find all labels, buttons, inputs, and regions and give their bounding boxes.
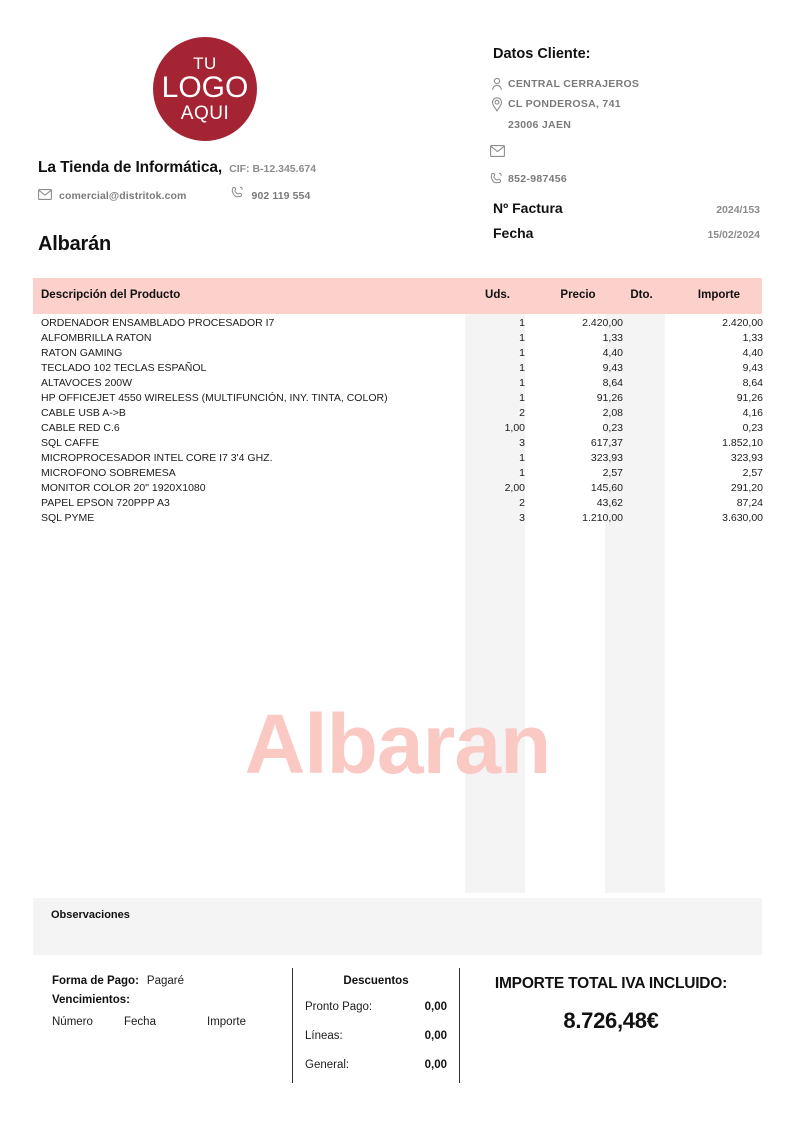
line-item-units: 1 [519, 347, 525, 359]
line-item-units: 2 [519, 497, 525, 509]
total-value: 8.726,48€ [563, 1008, 659, 1033]
discount-lines-value: 0,00 [424, 1030, 447, 1042]
client-email-row [490, 143, 760, 162]
line-item-units: 1,00 [504, 422, 525, 434]
line-item-description: MONITOR COLOR 20" 1920X1080 [41, 482, 206, 494]
line-item-price: 9,43 [602, 362, 623, 374]
column-header-units: Uds. [485, 289, 510, 301]
line-item-units: 1 [519, 317, 525, 329]
line-item-amount: 91,26 [736, 392, 763, 404]
line-item-units: 1 [519, 452, 525, 464]
seller-phone: 902 119 554 [251, 189, 311, 202]
envelope-icon [490, 143, 508, 162]
line-item-amount: 3.630,00 [722, 512, 763, 524]
line-item-amount: 2,57 [742, 467, 763, 479]
invoice-number-value: 2024/153 [716, 204, 760, 216]
line-item-price: 145,60 [590, 482, 623, 494]
discount-lines-row [293, 1030, 459, 1045]
seller-cif: CIF: B-12.345.674 [229, 163, 317, 175]
line-item-amount: 87,24 [736, 497, 763, 509]
table-row [33, 346, 762, 361]
line-item-price: 1,33 [602, 332, 623, 344]
line-item-description: SQL CAFFE [41, 437, 99, 449]
invoice-date-value: 15/02/2024 [707, 229, 760, 241]
discount-general-row [293, 1059, 459, 1074]
line-item-description: RATON GAMING [41, 347, 123, 359]
column-header-price: Precio [560, 289, 596, 301]
line-item-amount: 291,20 [730, 482, 763, 494]
invoice-meta [493, 200, 760, 250]
line-item-units: 1 [519, 377, 525, 389]
line-item-description: CABLE USB A->B [41, 407, 126, 419]
due-column-number: Número [52, 1016, 93, 1028]
table-row [33, 406, 762, 421]
due-dates-label: Vencimientos: [52, 994, 130, 1006]
discount-general-label: General: [305, 1059, 350, 1071]
seller-contact [38, 186, 310, 205]
table-row [33, 451, 762, 466]
line-item-description: PAPEL EPSON 720PPP A3 [41, 497, 170, 509]
client-name-row [490, 76, 760, 96]
discount-prompt-payment-row [293, 1001, 459, 1016]
payment-method-value: Pagaré [146, 975, 184, 987]
map-pin-icon [490, 96, 508, 117]
due-column-amount: Importe [207, 1016, 246, 1028]
client-address-row [490, 96, 760, 117]
total-label: IMPORTE TOTAL IVA INCLUIDO: [494, 975, 728, 992]
line-item-description: CABLE RED C.6 [41, 422, 120, 434]
client-section-heading: Datos Cliente: [493, 46, 591, 62]
column-header-discount: Dto. [630, 289, 653, 301]
line-item-amount: 1.852,10 [722, 437, 763, 449]
discounts-title: Descuentos [343, 975, 409, 987]
payment-method-label: Forma de Pago: [52, 975, 139, 987]
observations-box [33, 898, 762, 955]
line-item-price: 617,37 [590, 437, 623, 449]
line-item-description: SQL PYME [41, 512, 95, 524]
table-row [33, 436, 762, 451]
table-row [33, 421, 762, 436]
payment-terms [52, 975, 292, 1032]
table-row [33, 391, 762, 406]
table-row [33, 496, 762, 511]
line-item-description: TECLADO 102 TECLAS ESPAÑOL [41, 362, 207, 374]
line-item-price: 43,62 [596, 497, 623, 509]
line-item-description: HP OFFICEJET 4550 WIRELESS (MULTIFUNCIÓN, INY. TINTA, COLOR) [41, 392, 388, 404]
phone-icon [490, 171, 508, 191]
client-name: CENTRAL CERRAJEROS [508, 78, 640, 90]
seller-name: La Tienda de Informática, [38, 159, 223, 176]
envelope-icon [38, 187, 52, 205]
invoice-number-row [493, 200, 760, 216]
seller-phone-item [231, 186, 311, 205]
line-item-price: 1.210,00 [582, 512, 623, 524]
due-dates-row [52, 990, 292, 1008]
client-spacer [490, 134, 760, 143]
line-item-description: MICROFONO SOBREMESA [41, 467, 176, 479]
client-spacer-2 [490, 162, 760, 171]
due-dates-columns [52, 1016, 292, 1032]
invoice-number-label: Nº Factura [493, 200, 563, 216]
seller-email-item [38, 187, 187, 205]
person-icon [490, 76, 508, 96]
line-item-amount: 4,40 [742, 347, 763, 359]
logo-line-2: LOGO [161, 71, 249, 104]
line-item-amount: 0,23 [742, 422, 763, 434]
table-row [33, 316, 762, 331]
line-item-amount: 9,43 [742, 362, 763, 374]
address-icon-spacer [490, 117, 508, 118]
phone-icon [231, 186, 245, 205]
company-logo [145, 33, 258, 155]
line-item-units: 1 [519, 332, 525, 344]
line-item-price: 323,93 [590, 452, 623, 464]
line-item-price: 2,57 [602, 467, 623, 479]
line-item-price: 0,23 [602, 422, 623, 434]
table-row [33, 331, 762, 346]
discount-general-value: 0,00 [424, 1059, 447, 1071]
line-item-units: 2,00 [504, 482, 525, 494]
discount-prompt-payment-label: Pronto Pago: [305, 1001, 373, 1013]
table-row [33, 481, 762, 496]
discounts-panel [292, 968, 460, 1083]
line-item-units: 1 [519, 362, 525, 374]
observations-label: Observaciones [51, 909, 130, 921]
line-item-description: ORDENADOR ENSAMBLADO PROCESADOR I7 [41, 317, 275, 329]
table-row [33, 361, 762, 376]
line-item-amount: 2.420,00 [722, 317, 763, 329]
line-item-units: 3 [519, 512, 525, 524]
line-item-units: 2 [519, 407, 525, 419]
line-items-list [33, 316, 762, 526]
invoice-date-row [493, 225, 760, 241]
line-item-units: 3 [519, 437, 525, 449]
line-item-price: 2,08 [602, 407, 623, 419]
seller-identity [38, 159, 316, 177]
line-item-price: 91,26 [596, 392, 623, 404]
document-watermark: Albaran [244, 697, 551, 791]
column-header-description: Descripción del Producto [41, 289, 181, 301]
document-title: Albarán [38, 233, 112, 255]
logo-line-1: TU [193, 54, 217, 73]
table-header [33, 278, 762, 314]
logo-text [153, 37, 257, 141]
due-column-date: Fecha [124, 1016, 156, 1028]
discount-prompt-payment-value: 0,00 [424, 1001, 447, 1013]
client-phone: 852-987456 [508, 173, 568, 185]
line-item-price: 8,64 [602, 377, 623, 389]
column-header-amount: Importe [697, 289, 741, 301]
table-row [33, 376, 762, 391]
line-item-description: ALFOMBRILLA RATON [41, 332, 152, 344]
line-item-price: 4,40 [602, 347, 623, 359]
client-phone-row [490, 171, 760, 191]
line-item-units: 1 [519, 392, 525, 404]
line-item-description: ALTAVOCES 200W [41, 377, 133, 389]
discount-lines-label: Líneas: [305, 1030, 343, 1042]
table-row [33, 511, 762, 526]
line-item-amount: 1,33 [742, 332, 763, 344]
seller-email: comercial@distritok.com [59, 189, 187, 202]
invoice-date-label: Fecha [493, 225, 534, 241]
logo-line-3: AQUI [180, 103, 230, 124]
line-item-amount: 323,93 [730, 452, 763, 464]
line-item-amount: 4,16 [742, 407, 763, 419]
table-row [33, 466, 762, 481]
line-item-amount: 8,64 [742, 377, 763, 389]
client-details [490, 76, 760, 191]
client-address-line1: CL PONDEROSA, 741 [508, 98, 621, 110]
client-address-row-2 [490, 117, 760, 134]
payment-method-row [52, 975, 292, 987]
line-item-units: 1 [519, 467, 525, 479]
line-item-description: MICROPROCESADOR INTEL CORE I7 3'4 GHZ. [41, 452, 273, 464]
line-item-price: 2.420,00 [582, 317, 623, 329]
client-address-line2: 23006 JAEN [508, 119, 572, 131]
